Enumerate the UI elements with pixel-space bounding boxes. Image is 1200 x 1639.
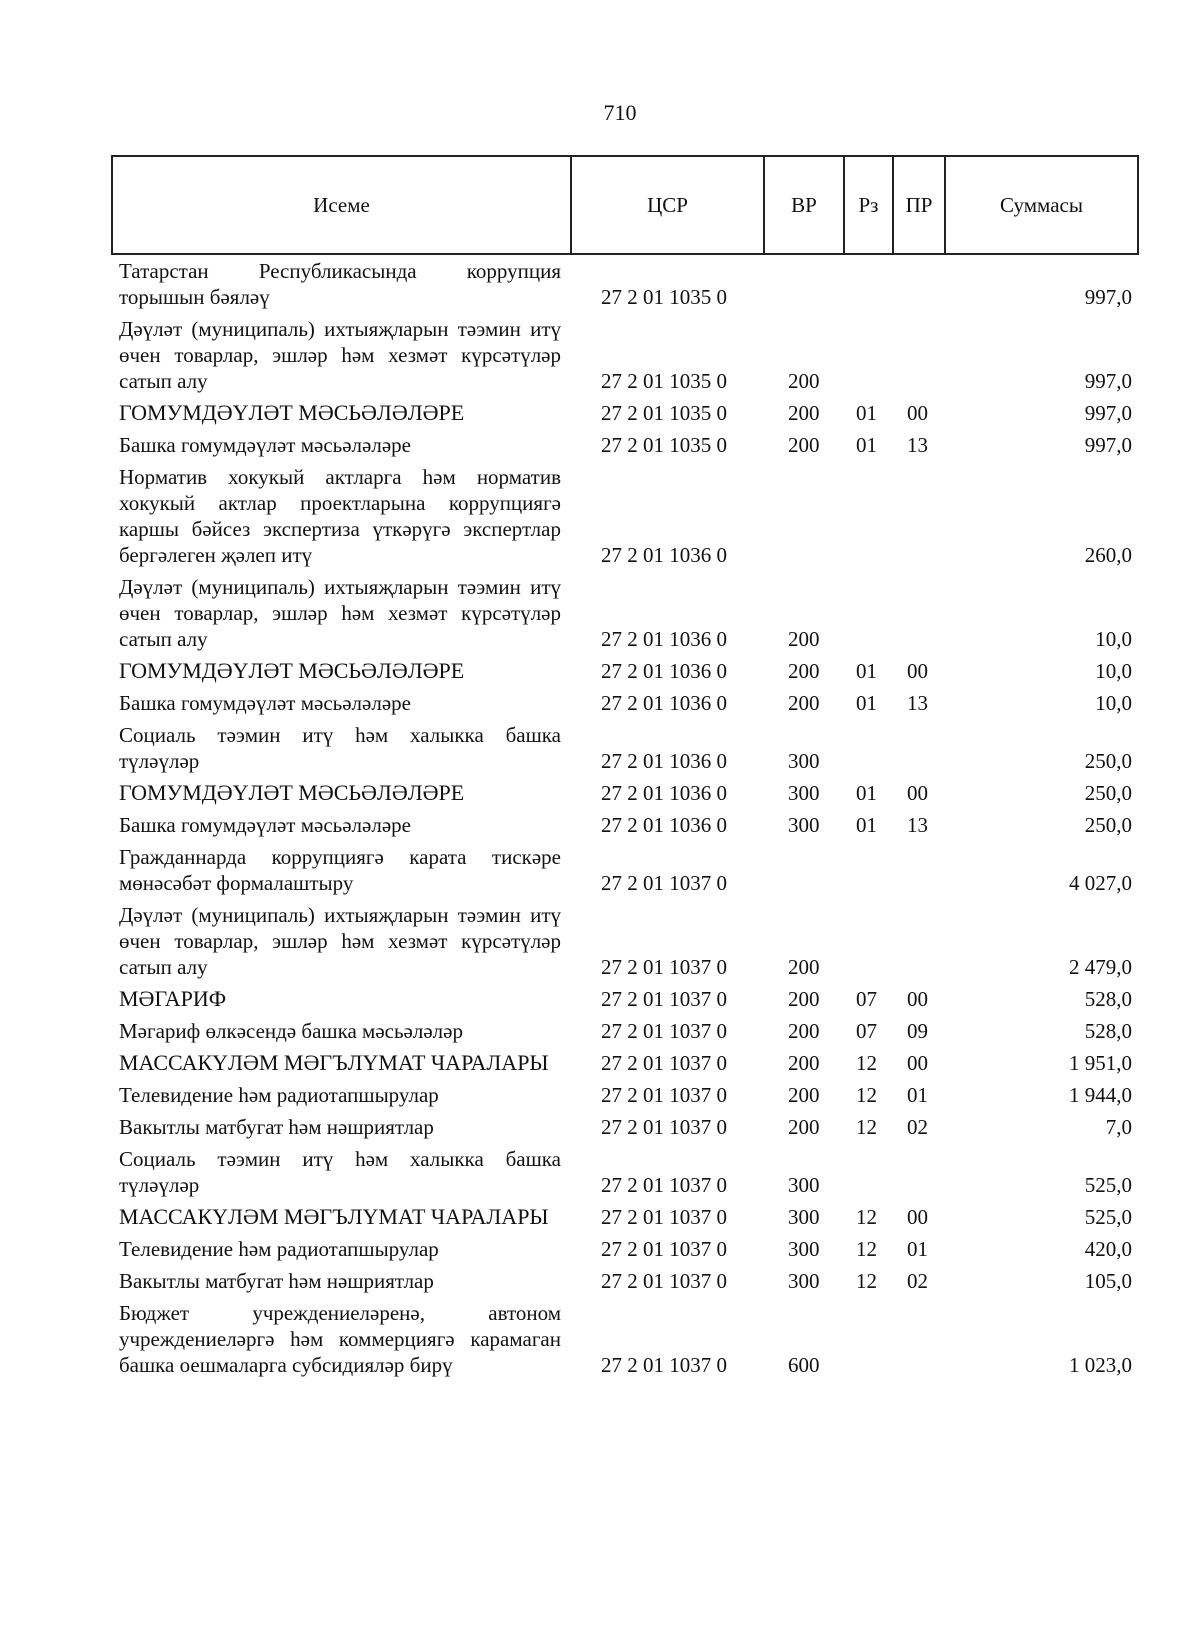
cell-csr: 27 2 01 1036 0: [601, 627, 727, 651]
table-row: [112, 841, 1138, 899]
cell-name: ГОМУМДӘҮЛӘТ МӘСЬӘЛӘЛӘРЕ: [119, 658, 465, 683]
cell-name: Башка гомумдәүләт мәсьәләләре: [119, 433, 411, 457]
cell-sum: 7,0: [1105, 1115, 1132, 1139]
cell-name: Телевидение һәм радиотапшырулар: [119, 1237, 439, 1261]
cell-csr: 27 2 01 1035 0: [601, 401, 727, 425]
cell-name: Гражданнарда коррупциягә карата тискәре мөнәсәбәт формалаштыру: [119, 845, 561, 895]
table-row: [112, 655, 1138, 687]
cell-csr: 27 2 01 1036 0: [601, 659, 727, 683]
cell-sum: 10,0: [1095, 659, 1132, 683]
cell-rz: 07: [856, 1019, 877, 1043]
cell-sum: 525,0: [1084, 1205, 1132, 1229]
cell-sum: 250,0: [1084, 749, 1132, 773]
cell-rz: [844, 899, 893, 983]
cell-sum: 10,0: [1095, 627, 1132, 651]
table-row: [112, 1079, 1138, 1111]
table-row: [112, 1201, 1138, 1233]
cell-pr: 00: [907, 987, 928, 1011]
cell-vr: 600: [788, 1353, 820, 1377]
table-header: [112, 156, 1138, 254]
cell-csr: 27 2 01 1037 0: [601, 1237, 727, 1261]
cell-sum: 997,0: [1084, 285, 1132, 309]
cell-vr: 200: [788, 1051, 820, 1075]
cell-sum: 1 944,0: [1069, 1083, 1132, 1107]
cell-pr: [893, 254, 945, 313]
cell-pr: [893, 899, 945, 983]
cell-rz: 01: [856, 781, 877, 805]
cell-pr: [893, 1143, 945, 1201]
cell-csr: 27 2 01 1036 0: [601, 749, 727, 773]
table-row: [112, 1297, 1138, 1381]
header-rz: Рз: [844, 156, 893, 254]
table-body: [112, 254, 1138, 1381]
table-row: [112, 429, 1138, 461]
cell-csr: 27 2 01 1036 0: [601, 813, 727, 837]
table-row: [112, 1143, 1138, 1201]
cell-name: МАССАКҮЛӘМ МӘГЪЛҮМАТ ЧАРАЛАРЫ: [119, 1204, 549, 1229]
table-row: [112, 983, 1138, 1015]
cell-rz: 12: [856, 1115, 877, 1139]
cell-vr: 300: [788, 1173, 820, 1197]
cell-rz: 01: [856, 433, 877, 457]
cell-csr: 27 2 01 1035 0: [601, 369, 727, 393]
cell-rz: 01: [856, 659, 877, 683]
table-row: [112, 1015, 1138, 1047]
cell-pr: 00: [907, 1051, 928, 1075]
cell-vr: 200: [788, 401, 820, 425]
cell-rz: 01: [856, 401, 877, 425]
cell-vr: 200: [788, 1019, 820, 1043]
table-row: [112, 1111, 1138, 1143]
cell-pr: [893, 571, 945, 655]
table-row: [112, 809, 1138, 841]
cell-rz: [844, 1143, 893, 1201]
cell-vr: 300: [788, 1269, 820, 1293]
cell-csr: 27 2 01 1037 0: [601, 1269, 727, 1293]
cell-csr: 27 2 01 1036 0: [601, 543, 727, 567]
cell-name: ГОМУМДӘҮЛӘТ МӘСЬӘЛӘЛӘРЕ: [119, 780, 465, 805]
cell-vr: 300: [788, 813, 820, 837]
cell-name: Телевидение һәм радиотапшырулар: [119, 1083, 439, 1107]
cell-sum: 997,0: [1084, 401, 1132, 425]
cell-vr: 200: [788, 433, 820, 457]
cell-rz: 01: [856, 691, 877, 715]
cell-csr: 27 2 01 1037 0: [601, 1353, 727, 1377]
cell-sum: 1 951,0: [1069, 1051, 1132, 1075]
cell-name: Бюджет учреждениеләренә, автоном учреждениеләргә һәм коммерциягә карамаган башка оешмаларга субсидияләр бирү: [119, 1301, 561, 1377]
cell-sum: 420,0: [1084, 1237, 1132, 1261]
cell-rz: [844, 841, 893, 899]
cell-csr: 27 2 01 1037 0: [601, 955, 727, 979]
cell-name: Дәүләт (муниципаль) ихтыяҗларын тәэмин итү өчен товарлар, эшләр һәм хезмәт күрсәтүләр сатып алу: [119, 317, 561, 393]
header-vr: ВР: [764, 156, 844, 254]
cell-pr: 00: [907, 781, 928, 805]
cell-rz: [844, 1297, 893, 1381]
cell-rz: 07: [856, 987, 877, 1011]
cell-csr: 27 2 01 1037 0: [601, 987, 727, 1011]
cell-vr: 200: [788, 369, 820, 393]
cell-vr: [764, 254, 844, 313]
cell-name: Социаль тәэмин итү һәм халыкка башка түләүләр: [119, 723, 561, 773]
cell-rz: [844, 719, 893, 777]
cell-sum: 4 027,0: [1069, 871, 1132, 895]
cell-vr: 200: [788, 691, 820, 715]
cell-name: ГОМУМДӘҮЛӘТ МӘСЬӘЛӘЛӘРЕ: [119, 400, 465, 425]
cell-sum: 105,0: [1084, 1269, 1132, 1293]
cell-csr: 27 2 01 1036 0: [601, 781, 727, 805]
table-row: [112, 313, 1138, 397]
table-row: [112, 719, 1138, 777]
budget-table: [111, 155, 1139, 1381]
cell-vr: 200: [788, 955, 820, 979]
page-number: 710: [603, 100, 637, 125]
cell-rz: 12: [856, 1083, 877, 1107]
cell-pr: [893, 719, 945, 777]
cell-rz: [844, 461, 893, 571]
cell-csr: 27 2 01 1037 0: [601, 1083, 727, 1107]
table-row: [112, 899, 1138, 983]
cell-name: Дәүләт (муниципаль) ихтыяҗларын тәэмин итү өчен товарлар, эшләр һәм хезмәт күрсәтүләр сатып алу: [119, 903, 561, 979]
cell-name: Мәгариф өлкәсендә башка мәсьәләләр: [119, 1019, 463, 1043]
cell-pr: 01: [907, 1237, 928, 1261]
cell-rz: 12: [856, 1269, 877, 1293]
header-csr: ЦСР: [571, 156, 764, 254]
cell-sum: 250,0: [1084, 813, 1132, 837]
cell-name: Вакытлы матбугат һәм нәшриятлар: [119, 1115, 434, 1139]
cell-csr: 27 2 01 1036 0: [601, 691, 727, 715]
cell-csr: 27 2 01 1037 0: [601, 1051, 727, 1075]
cell-pr: 00: [907, 1205, 928, 1229]
cell-vr: 300: [788, 1237, 820, 1261]
cell-sum: 10,0: [1095, 691, 1132, 715]
cell-rz: 12: [856, 1237, 877, 1261]
cell-sum: 250,0: [1084, 781, 1132, 805]
cell-sum: 1 023,0: [1069, 1353, 1132, 1377]
cell-rz: [844, 313, 893, 397]
cell-sum: 997,0: [1084, 433, 1132, 457]
cell-name: Вакытлы матбугат һәм нәшриятлар: [119, 1269, 434, 1293]
cell-pr: 02: [907, 1269, 928, 1293]
cell-vr: 300: [788, 1205, 820, 1229]
table-row: [112, 254, 1138, 313]
cell-vr: 200: [788, 987, 820, 1011]
table-row: [112, 461, 1138, 571]
cell-name: МӘГАРИФ: [119, 986, 227, 1011]
cell-csr: 27 2 01 1035 0: [601, 433, 727, 457]
table-row: [112, 687, 1138, 719]
cell-csr: 27 2 01 1037 0: [601, 1173, 727, 1197]
cell-rz: 12: [856, 1205, 877, 1229]
table-row: [112, 571, 1138, 655]
cell-name: Башка гомумдәүләт мәсьәләләре: [119, 691, 411, 715]
table-row: [112, 777, 1138, 809]
cell-name: МАССАКҮЛӘМ МӘГЪЛҮМАТ ЧАРАЛАРЫ: [119, 1050, 549, 1075]
cell-sum: 997,0: [1084, 369, 1132, 393]
cell-vr: 200: [788, 627, 820, 651]
cell-vr: [764, 461, 844, 571]
cell-name: Татарстан Республикасында коррупция торышын бәяләү: [119, 259, 561, 309]
cell-rz: [844, 254, 893, 313]
cell-pr: [893, 1297, 945, 1381]
cell-rz: [844, 571, 893, 655]
header-row: [112, 156, 1138, 254]
table-row: [112, 1233, 1138, 1265]
cell-vr: 300: [788, 749, 820, 773]
cell-vr: [764, 841, 844, 899]
table-row: [112, 397, 1138, 429]
cell-csr: 27 2 01 1037 0: [601, 871, 727, 895]
cell-pr: [893, 461, 945, 571]
cell-vr: 200: [788, 659, 820, 683]
table-row: [112, 1047, 1138, 1079]
table-row: [112, 1265, 1138, 1297]
header-sum: Суммасы: [945, 156, 1138, 254]
cell-vr: 200: [788, 1115, 820, 1139]
cell-pr: [893, 313, 945, 397]
cell-sum: 528,0: [1084, 987, 1132, 1011]
cell-pr: 00: [907, 401, 928, 425]
cell-pr: 13: [907, 813, 928, 837]
cell-pr: 01: [907, 1083, 928, 1107]
cell-rz: 01: [856, 813, 877, 837]
cell-pr: [893, 841, 945, 899]
cell-pr: 09: [907, 1019, 928, 1043]
cell-name: Дәүләт (муниципаль) ихтыяҗларын тәэмин итү өчен товарлар, эшләр һәм хезмәт күрсәтүләр сатып алу: [119, 575, 561, 651]
cell-sum: 525,0: [1084, 1173, 1132, 1197]
cell-pr: 13: [907, 433, 928, 457]
header-name: Исеме: [112, 156, 571, 254]
cell-csr: 27 2 01 1035 0: [601, 285, 727, 309]
cell-vr: 200: [788, 1083, 820, 1107]
cell-csr: 27 2 01 1037 0: [601, 1019, 727, 1043]
cell-sum: 2 479,0: [1069, 955, 1132, 979]
cell-rz: 12: [856, 1051, 877, 1075]
cell-pr: 02: [907, 1115, 928, 1139]
header-pr: ПР: [893, 156, 945, 254]
cell-csr: 27 2 01 1037 0: [601, 1205, 727, 1229]
cell-csr: 27 2 01 1037 0: [601, 1115, 727, 1139]
cell-name: Башка гомумдәүләт мәсьәләләре: [119, 813, 411, 837]
cell-name: Норматив хокукый актларга һәм норматив хокукый актлар проектларына коррупциягә каршы бәйсез экспертиза үткәрүгә экспертлар бергәлеген җәлеп итү: [119, 465, 561, 567]
cell-sum: 260,0: [1084, 543, 1132, 567]
cell-sum: 528,0: [1084, 1019, 1132, 1043]
cell-name: Социаль тәэмин итү һәм халыкка башка түләүләр: [119, 1147, 561, 1197]
cell-vr: 300: [788, 781, 820, 805]
cell-pr: 00: [907, 659, 928, 683]
cell-pr: 13: [907, 691, 928, 715]
